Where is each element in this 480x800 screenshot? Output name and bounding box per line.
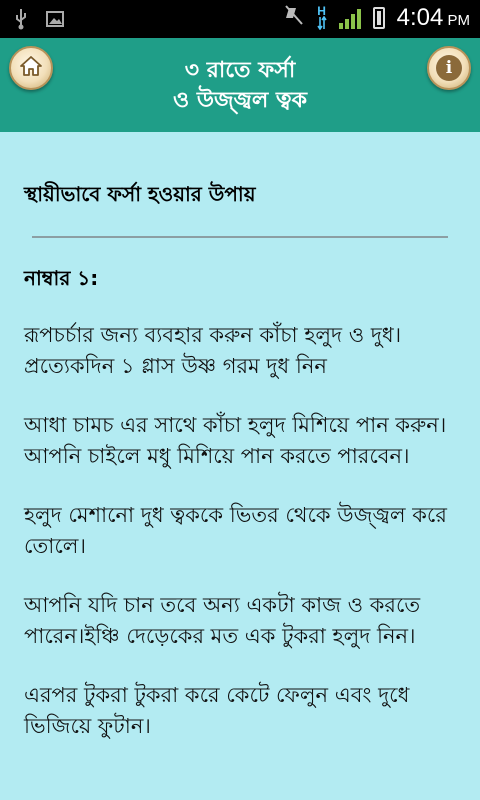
- mute-icon: [283, 4, 305, 32]
- home-button[interactable]: [9, 46, 53, 90]
- divider: [32, 236, 448, 238]
- image-icon: [46, 11, 64, 33]
- signal-icon: [339, 7, 361, 29]
- paragraph: হলুদ মেশানো দুধ ত্বককে ভিতর থেকে উজ্জ্বল করে তোলে।: [24, 503, 447, 558]
- article-body: [24, 320, 454, 770]
- paragraph: এরপর টুকরা টুকরা করে কেটে ফেলুন এবং দুধে ভিজিয়ে ফুটান।: [24, 683, 410, 738]
- paragraph: আপনি যদি চান তবে অন্য একটা কাজ ও করতে পারেন।ইঞ্চি দেড়েকের মত এক টুকরা হলুদ নিন।: [24, 593, 421, 648]
- usb-icon: [14, 8, 28, 36]
- status-bar: [0, 0, 480, 38]
- clock: 4:04 PM: [396, 4, 470, 31]
- app-header: [0, 38, 480, 132]
- article-heading: স্থায়ীভাবে ফর্সা হওয়ার উপায়: [24, 182, 256, 206]
- page-title: ৩ রাতে ফর্সা ও উজ্জ্বল ত্বক: [172, 58, 307, 113]
- paragraph: রূপচর্চার জন্য ব্যবহার করুন কাঁচা হলুদ ও দুধ। প্রত্যেকদিন ১ গ্লাস উষ্ণ গরম দুধ নিন: [24, 323, 402, 378]
- home-icon: [19, 55, 43, 81]
- info-button[interactable]: [427, 46, 471, 90]
- battery-charging-icon: [373, 7, 385, 29]
- paragraph: আধা চামচ এর সাথে কাঁচা হলুদ মিশিয়ে পান করুন। আপনি চাইলে মধু মিশিয়ে পান করতে পারবেন।: [24, 413, 447, 468]
- article-content[interactable]: [0, 132, 480, 800]
- article-subheading: নাম্বার ১:: [24, 266, 99, 290]
- info-icon: i: [436, 55, 462, 81]
- network-type-indicator: H: [317, 6, 327, 30]
